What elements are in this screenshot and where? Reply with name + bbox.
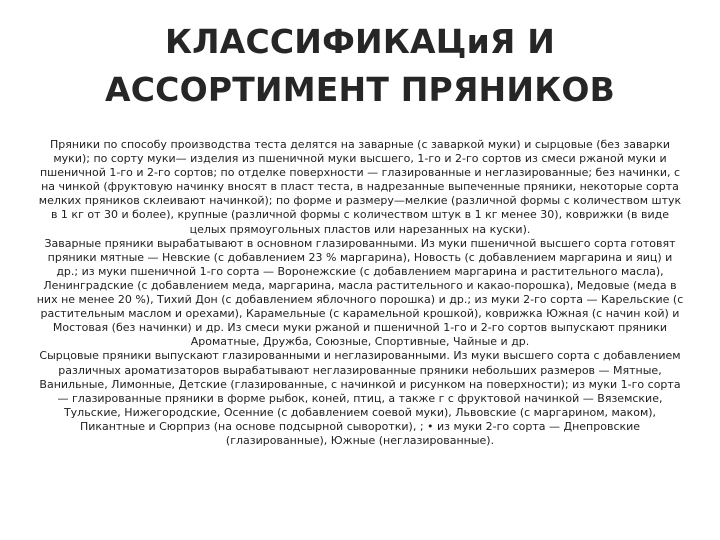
title-line-2: АССОРТИМЕНТ ПРЯНИКОВ bbox=[105, 70, 615, 109]
slide-body bbox=[36, 138, 684, 448]
paragraph-choux-gingerbread: Заварные пряники вырабатывают в основном глазированными. Из муки пшеничной высшего сорта готовят пряники мятные — Невские (с добавлением 23 % маргарина), Новость (с добавлением маргарина и яиц) и др.; из муки пшеничной 1-го сорта — Воронежские (с добавлением маргарина и растительного масла), Ленинградские (с добавлением меда, маргарина, масла растительного и какао-порошка), Медовые (меда в них не менее 20 %), Тихий Дон (с добавлением яблочного порошка) и др.; из муки 2-го сорта — Карельские (с растительным маслом и орехами), Карамельные (с карамельной крошкой), коврижка Южная (с начин кой) и Мостовая (без начинки) и др. Из смеси муки ржаной и пшеничной 1-го и 2-го сортов выпускают пряники Ароматные, Дружба, Союзные, Спортивные, Чайные и др. bbox=[36, 236, 684, 349]
paragraph-gingerbread-classification: Пряники по способу производства теста делятся на заварные (с заваркой муки) и сырцовые (без заварки муки); по сорту муки— изделия из пшеничной муки высшего, 1-го и 2-го сортов из смеси ржаной муки и пшеничной 1-го и 2-го сортов; по отделке поверхности — глазированные и неглазированные; без начинки, с на чинкой (фруктовую начинку вносят в пласт теста, в надрезанные выпеченные пряники, некоторые сорта мелких пряников склеивают начинкой); по форме и размеру—мелкие (различной формы с количеством штук в 1 кг от 30 и более), крупные (различной формы с количеством штук в 1 кг менее 30), коврижки (в виде целых прямоугольных пластов или нарезанных на куски). bbox=[38, 138, 682, 236]
title-line-1: КЛАССИФИКАЦиЯ И bbox=[164, 22, 556, 61]
paragraph-raw-gingerbread: Сырцовые пряники выпускают глазированными и неглазированными. Из муки высшего сорта с добавлением различных ароматизаторов вырабатывают неглазированные пряники небольших размеров — Мятные, Ванильные, Лимонные, Детские (глазированные, с начинкой и рисунком на поверхности); из муки 1-го сорта — глазированные пряники в форме рыбок, коней, птиц, а также г с фруктовой начинкой — Вяземские, Тульские, Нижегородские, Осенние (с добавлением соевой муки), Львовские (с маргарином, маком), Пикантные и Сюрприз (на основе подсырной сыворотки), ; • из муки 2-го сорта — Днепровские (глазированные), Южные (неглазированные). bbox=[39, 349, 681, 447]
slide-title bbox=[60, 18, 660, 114]
